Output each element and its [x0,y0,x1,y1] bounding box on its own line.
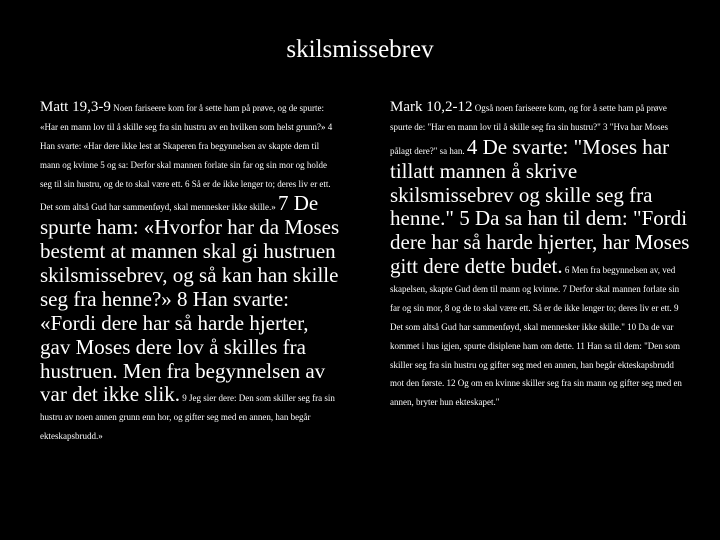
slide-title: skilsmissebrev [286,36,434,63]
matthew-text-large: 7 De spurte ham: «Hvorfor har da Moses bestemt at mannen skal gi hustruen skilsmissebrev, og så kan han skille seg fra henne?» 8 Han svarte: «Fordi dere har så harde hjerter, gav Moses dere lov å skilles fra hustruen. Men fra begynnelsen av var det ikke slik. [40,191,340,407]
mark-text-large: 4 De svarte: "Moses har tillatt mannen å skrive skilsmissebrev og skille seg fra henne." 5 Da sa han til dem: "Fordi dere har så harde hjerter, har Moses gitt dere dette budet. [390,134,690,279]
mark-column [390,98,690,411]
mark-reference: Mark 10,2-12 [390,99,473,115]
matthew-reference: Matt 19,3-9 [40,99,111,115]
matthew-column [40,98,340,445]
matthew-text-small-2: 9 Jeg sier dere: Den som skiller seg fra sin hustru av noen annen grunn enn hor, og gifter seg med en annen, han begår ekteskapsbrudd.» [40,393,335,442]
matthew-text-small-1: Noen fariseere kom for å sette ham på prøve, og de spurte: «Har en mann lov til å skille seg fra sin hustru av en hvilken som helst grunn?» 4 Han svarte: «Har dere ikke lest at Skaperen fra begynnelsen av skapte dem til mann og kvinne 5 og sa: Derfor skal mannen forlate sin far og sin mor og holde seg til sin hustru, og de to skal være ett. 6 Så er de ikke lenger to; deres liv er ett. Det som altså Gud har sammenføyd, skal mennesker ikke skille.» [40,103,333,213]
mark-text-small-1: Også noen fariseere kom, og for å sette ham på prøve spurte de: "Har en mann lov til å skille seg fra sin hustru?" 3 "Hva har Moses pålagt dere?" sa han. [390,103,668,156]
mark-text-small-2: 6 Men fra begynnelsen av, ved skapelsen, skapte Gud dem til mann og kvinne. 7 Derfor skal mannen forlate sin far og sin mor, 8 og de to skal være ett. Så er de ikke lenger to; deres liv er ett. 9 Det som altså Gud har sammenføyd, skal mennesker ikke skille." 10 Da de var kommet i hus igjen, spurte disiplene ham om dette. 11 Han sa til dem: "Den som skiller seg fra sin hustru og gifter seg med en annen, han begår ekteskapsbrudd mot den første. 12 Og om en kvinne skiller seg fra sin mann og gifter seg med en annen, bryter hun ekteskapet." [390,265,682,408]
